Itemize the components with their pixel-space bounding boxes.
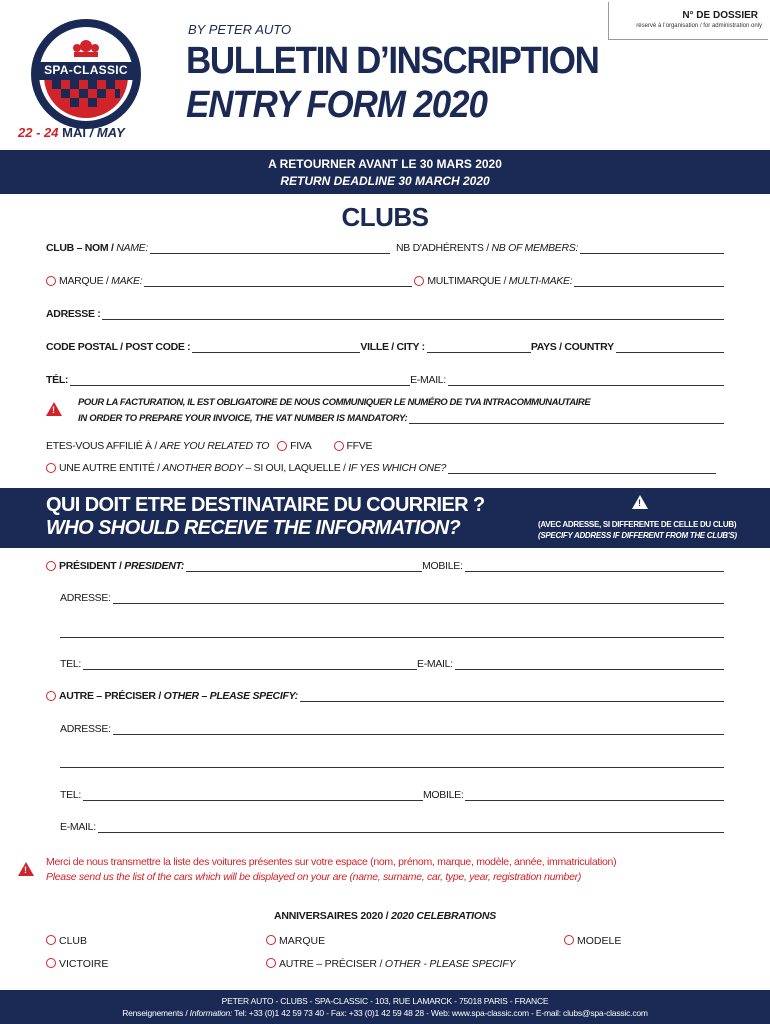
cars-note-fr: Merci de nous transmettre la liste des voitures présentes sur votre espace (nom, prénom, marque, modèle, année, immatriculation): [46, 856, 617, 868]
members-field[interactable]: [580, 244, 724, 254]
other-entity-q-en: IF YES WHICH ONE?: [348, 462, 447, 474]
vat-note-en: IN ORDER TO PREPARE YOUR INVOICE, THE VAT NUMBER IS MANDATORY:: [78, 413, 408, 424]
address-row: [46, 304, 724, 320]
president-tel-field[interactable]: [83, 660, 417, 670]
related-label-en: ARE YOU RELATED TO: [159, 440, 270, 452]
other-contact-radio[interactable]: [46, 691, 56, 701]
multimake-label-en: MULTI-MAKE:: [508, 275, 573, 287]
country-field[interactable]: [616, 343, 724, 353]
multimake-radio[interactable]: [414, 276, 424, 286]
vat-note-fr: POUR LA FACTURATION, IL EST OBLIGATOIRE DE NOUS COMMUNIQUER LE NUMÉRO DE TVA INTRACOMMUNAUTAIRE: [78, 397, 591, 408]
cars-note-en: Please send us the list of the cars which will be displayed on your are (name, surname, car, type, year, registration number): [46, 871, 582, 883]
anniv-make-radio[interactable]: [266, 935, 276, 945]
tel-field[interactable]: [70, 376, 410, 386]
anniv-make-label: MARQUE: [279, 935, 326, 947]
deadline-bar: [0, 150, 770, 194]
mail-section-bar: [0, 488, 770, 548]
other-mobile-label: MOBILE:: [422, 789, 464, 801]
related-label-fr: ETES-VOUS AFFILIÉ À /: [46, 440, 157, 452]
president-tel-label: TEL:: [60, 658, 81, 670]
tel-row: [46, 370, 724, 386]
anniv-model-option[interactable]: [564, 935, 621, 947]
address-label: ADRESSE :: [46, 308, 101, 320]
other-entity-q-fr: – SI OUI, LAQUELLE /: [245, 462, 346, 474]
anniv-victory-label: VICTOIRE: [59, 958, 109, 970]
deadline-en: RETURN DEADLINE 30 MARCH 2020: [280, 174, 490, 188]
anniv-model-label: MODELE: [577, 935, 622, 947]
other-address-label: ADRESSE:: [60, 723, 111, 735]
postcode-row: [46, 337, 724, 353]
vat-row: [78, 408, 724, 424]
other-email-field[interactable]: [98, 823, 724, 833]
tel-label: TÉL:: [46, 374, 69, 386]
other-entity-row: [46, 458, 716, 474]
city-field[interactable]: [427, 343, 531, 353]
footer-contact: [0, 1008, 770, 1018]
dates-month-en: MAY: [96, 125, 125, 140]
club-name-row: [46, 238, 724, 254]
footer-contact-details[interactable]: Tel: +33 (0)1 42 59 73 40 - Fax: +33 (0)1 42 59 48 28 - Web: www.spa-classic.com - E-mail: clubs@spa-classic.com: [234, 1008, 648, 1018]
event-dates: 22 - 24 MAI / MAY: [18, 125, 125, 140]
dossier-note: réservé à l’organisation / for administration only: [636, 23, 762, 29]
other-entity-field[interactable]: [448, 464, 716, 474]
section-title: CLUBS: [341, 202, 429, 232]
president-label-en: PRESIDENT:: [124, 560, 185, 572]
vat-field[interactable]: [409, 414, 724, 424]
president-email-label: E-MAIL:: [416, 658, 453, 670]
anniv-victory-radio[interactable]: [46, 958, 56, 968]
other-entity-label-fr: UNE AUTRE ENTITÉ /: [59, 462, 160, 474]
members-label-en: NB OF MEMBERS:: [491, 242, 579, 254]
other-contact-row: [46, 686, 724, 702]
anniv-other-label-fr: AUTRE – PRÉCISER /: [279, 958, 383, 970]
make-field[interactable]: [144, 277, 412, 287]
members-label-fr: NB D'ADHÉRENTS /: [395, 242, 489, 254]
mail-note-fr: (AVEC ADRESSE, SI DIFFERENTE DE CELLE DU CLUB): [538, 520, 737, 529]
club-name-field[interactable]: [150, 244, 390, 254]
president-tel-row: [60, 654, 724, 670]
ffve-radio[interactable]: [334, 441, 344, 451]
president-mobile-field[interactable]: [465, 562, 724, 572]
president-radio[interactable]: [46, 561, 56, 571]
dates-month-fr: MAI: [62, 125, 86, 140]
other-mobile-field[interactable]: [465, 791, 724, 801]
email-label: E-MAIL:: [410, 374, 446, 386]
city-label: VILLE / CITY :: [360, 341, 425, 353]
anniv-other-option[interactable]: [266, 958, 515, 970]
cars-warning-icon: [18, 862, 34, 881]
anniv-victory-option[interactable]: [46, 958, 108, 970]
president-row: [46, 556, 724, 572]
president-address-label: ADRESSE:: [60, 592, 111, 604]
by-line: BY PETER AUTO: [188, 22, 292, 37]
make-radio[interactable]: [46, 276, 56, 286]
related-row: [46, 436, 724, 452]
president-mobile-label: MOBILE:: [422, 560, 463, 572]
mail-note-en: (SPECIFY ADDRESS IF DIFFERENT FROM THE CLUB'S): [538, 531, 737, 540]
anniversaries-title-fr: ANNIVERSAIRES 2020 /: [273, 910, 389, 922]
other-tel-field[interactable]: [83, 791, 423, 801]
other-entity-radio[interactable]: [46, 463, 56, 473]
footer-info-fr: Renseignements /: [122, 1008, 188, 1018]
president-label-fr: PRÉSIDENT /: [59, 560, 122, 572]
logo-text: SPA-CLASSIC: [44, 63, 128, 77]
multimake-label-fr: MULTIMARQUE /: [427, 275, 507, 287]
other-address-field-2[interactable]: [60, 758, 724, 768]
ffve-label: FFVE: [346, 440, 373, 452]
address-field[interactable]: [102, 310, 724, 320]
anniv-model-radio[interactable]: [564, 935, 574, 945]
make-row: [46, 271, 724, 287]
page-title: BULLETIN D’INSCRIPTION: [186, 40, 599, 82]
other-contact-label-en: OTHER – PLEASE SPECIFY:: [163, 690, 298, 702]
president-address-field-2[interactable]: [60, 628, 724, 638]
make-label-fr: MARQUE /: [59, 275, 109, 287]
other-tel-row: [60, 785, 724, 801]
make-label-en: MAKE:: [111, 275, 143, 287]
mail-title-fr: QUI DOIT ETRE DESTINATAIRE DU COURRIER ?: [46, 494, 485, 516]
page-subtitle: ENTRY FORM 2020: [186, 84, 487, 126]
other-contact-field[interactable]: [300, 692, 724, 702]
postcode-label: CODE POSTAL / POST CODE :: [46, 341, 191, 353]
anniv-club-option[interactable]: [46, 935, 87, 947]
club-name-label-en: NAME:: [116, 242, 148, 254]
logo: [30, 18, 142, 130]
president-address-field[interactable]: [113, 594, 724, 604]
other-address-line2: [60, 752, 724, 768]
footer-info-en: Information:: [189, 1008, 233, 1018]
fiva-radio[interactable]: [277, 441, 287, 451]
mail-warning-icon: [632, 495, 648, 514]
anniv-other-label-en: OTHER - PLEASE SPECIFY: [384, 958, 516, 970]
other-entity-label-en: ANOTHER BODY: [162, 462, 243, 474]
multimake-field[interactable]: [574, 277, 724, 287]
anniv-make-option[interactable]: [266, 935, 325, 947]
fiva-label: FIVA: [290, 440, 312, 452]
dates-days: 22 - 24: [18, 125, 59, 140]
anniv-club-radio[interactable]: [46, 935, 56, 945]
email-field[interactable]: [448, 376, 724, 386]
footer-address: PETER AUTO - CLUBS - SPA-CLASSIC - 103, RUE LAMARCK - 75018 PARIS - FRANCE: [221, 996, 549, 1006]
anniversaries-title-en: 2020 CELEBRATIONS: [391, 910, 497, 922]
president-address-line2: [60, 622, 724, 638]
president-field[interactable]: [186, 562, 422, 572]
anniversaries-title: [0, 910, 770, 922]
other-contact-label-fr: AUTRE – PRÉCISER /: [59, 690, 161, 702]
president-address-row: [60, 588, 724, 604]
vat-warning-icon: [46, 402, 62, 421]
other-email-row: [60, 817, 724, 833]
mail-title-en: WHO SHOULD RECEIVE THE INFORMATION?: [46, 517, 461, 539]
dossier-label: N° DE DOSSIER: [682, 10, 758, 21]
postcode-field[interactable]: [192, 343, 360, 353]
other-address-row: [60, 719, 724, 735]
other-tel-label: TEL:: [60, 789, 81, 801]
other-email-label: E-MAIL:: [60, 821, 96, 833]
country-label: PAYS / COUNTRY: [530, 341, 614, 353]
dossier-box: [608, 2, 768, 40]
club-name-label-fr: CLUB – NOM /: [46, 242, 114, 254]
anniv-club-label: CLUB: [59, 935, 88, 947]
footer-bar: [0, 990, 770, 1024]
deadline-fr: A RETOURNER AVANT LE 30 MARS 2020: [268, 157, 502, 171]
other-address-field[interactable]: [113, 725, 724, 735]
president-email-field[interactable]: [455, 660, 724, 670]
anniv-other-radio[interactable]: [266, 958, 276, 968]
